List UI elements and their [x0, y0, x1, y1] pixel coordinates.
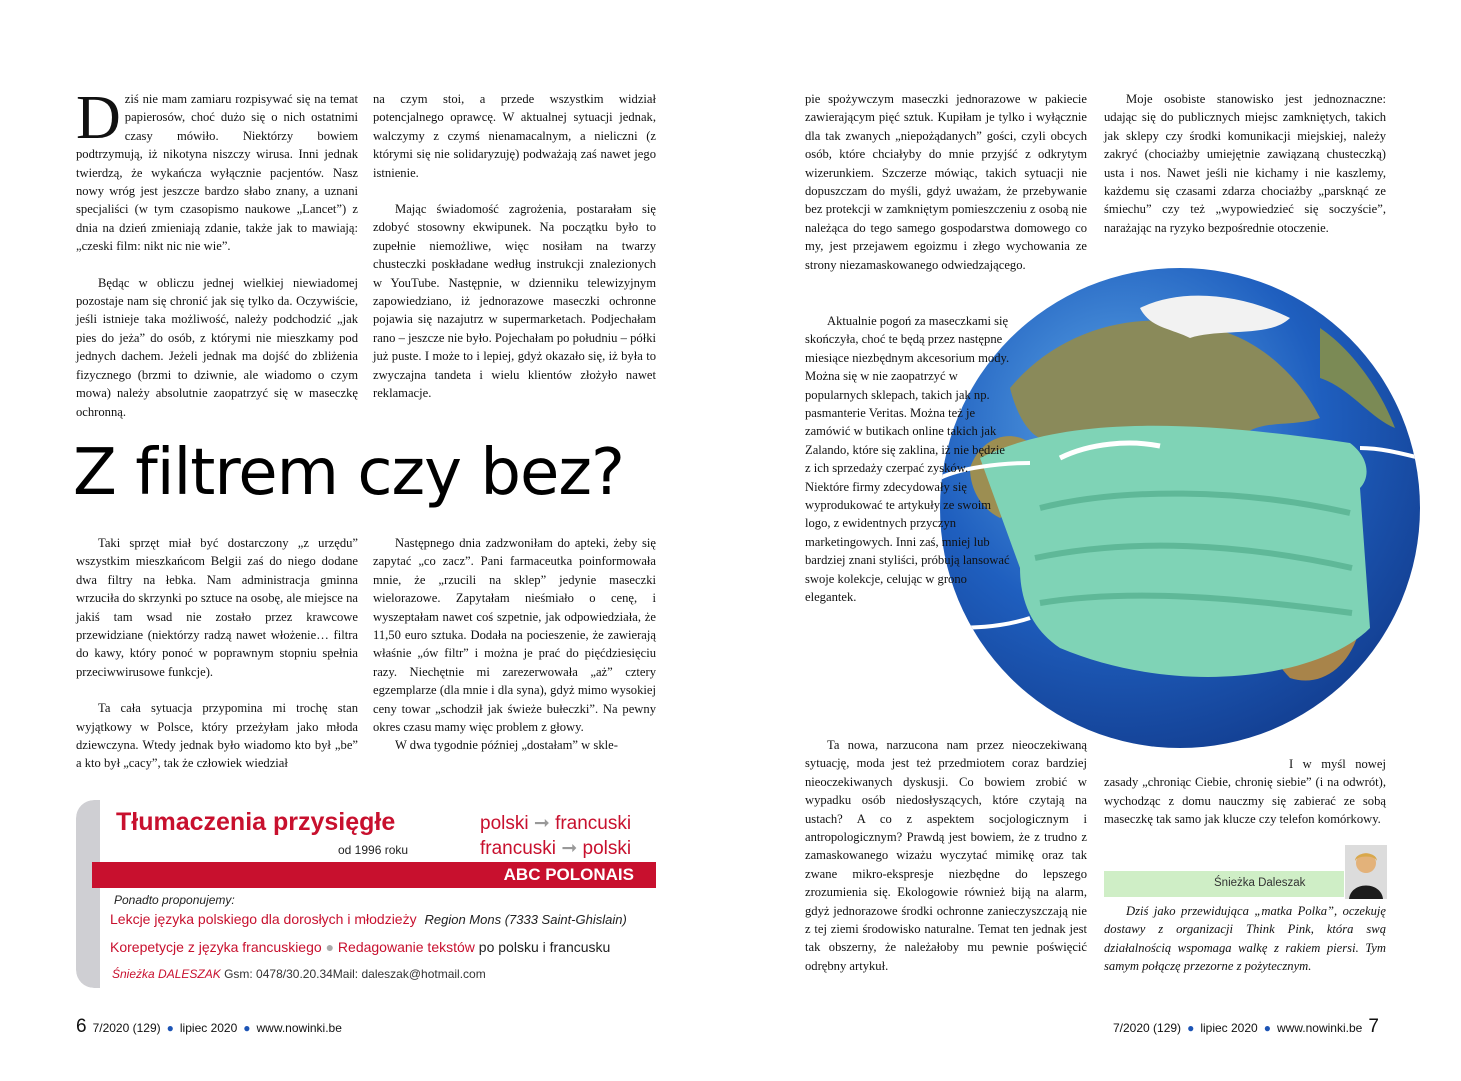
paragraph: pie spożywczym maseczki jednorazowe w pakiecie zawierającym pięć sztuk. Kupiłam je tylko i wyłącznie dla tak zwanych „niepożądanych” gości, czyli obcych osób, które chciałyby do mnie przyjść z odkrytym wizerunkiem. Szczerze mówiąc, takich sytuacji nie dopuszczam do myśli, gdyż uważam, że przebywanie bez protekcji w zamkniętym pomieszczeniu z osobą nie należąca do tego samego gospodarstwa domowego co my, jest przejawem egoizmu i złego wychowania ze strony niezamaskowanego odwiedzającego. — [805, 92, 1087, 272]
globe-mask-illustration — [940, 268, 1420, 748]
paragraph: Ta nowa, narzucona nam przez nieoczekiwaną sytuację, moda jest też przedmiotem coraz bardziej nieoczekiwanych dyskusji. Co bowiem zrobić w wypadku osób niedosłyszących, które czytają na ustach? A co z aspektem socjologicznym i antropologicznym? Prawdą jest bowiem, że z trudno z zamaskowanego wizażu wyczytać mimikę oraz tak zwane mikro-ekspresje niezbędne do lepszego zrozumienia się. Ekologowie również biją na alarm, gdyż jednorazowe środki ochronne zanieczyszczają nie z tej ziemi środowisko naturalne. Temat ten jednak jest tak obszerny, że należałoby mu pewnie poświęcić odrębny artykuł. — [805, 738, 1087, 973]
bullet-icon: ● — [243, 1021, 251, 1035]
paragraph: na czym stoi, a przede wszystkim widział potencjalnego oprawcę. W aktualnej sytuacji jednak, walczymy z czymś nienamacalnym, a nieliczni (z którymi się nie solidaryzuję) podważają zaś nawet jego istnienie. — [373, 92, 656, 180]
ad-also: Ponadto proponujemy: — [114, 893, 235, 907]
bullet-icon: ● — [1263, 1021, 1271, 1035]
issue: 7/2020 (129) — [1113, 1021, 1182, 1035]
column-5-wrap — [805, 312, 1012, 607]
author-avatar — [1345, 845, 1387, 899]
page-number: 7 — [1368, 1016, 1379, 1037]
ad-contact: Śnieżka DALESZAK Gsm: 0478/30.20.34Mail: daleszak@hotmail.com — [112, 967, 486, 981]
paragraph: W dwa tygodnie później „dostałam” w skle- — [395, 738, 618, 753]
footer-right — [1113, 1016, 1379, 1038]
paragraph: Będąc w obliczu jednej wielkiej niewiadomej pozostaje nam się chronić jak się tylko da. Oczywiście, jeśli istnieje taka możliwość, należy podchodzić „jak pies do jeża” do osób, z którymi nie mieszkamy pod jednych dachem. Jeżeli jednak ma dojść do zbliżenia fizycznego (brzmi to dziwnie, ale wiadomo o czym mowa) należy absolutnie zaopatrzyć się w maseczkę ochronną. — [76, 275, 358, 419]
site-link[interactable]: www.nowinki.be — [1276, 1021, 1363, 1035]
paragraph: Moje osobiste stanowisko jest jednoznaczne: udając się do publicznych miejsc zamkniętych, takich jak sklepy czy środki komunikacji miejskiej, należy zakryć (chociażby umiejętnie zawiązaną chusteczką) usta i nos. Nawet jeśli nie kichamy i nie kaszlemy, każdemu się czasami zdarza chociażby „parsknąć ze śmiechu” czy też „wypowiedzieć się soczyście”, narażając na ryzyko bezpośrednie otoczenie. — [1104, 92, 1386, 235]
ad-red-band — [92, 862, 656, 888]
bullet-icon: ● — [1187, 1021, 1195, 1035]
author-bio: Dziś jako przewidująca „matka Polka”, oczekuję dostawy z organizacji Think Pink, która swą działalnością wspomaga walkę z rakiem piersi. Tym samym połączę przezorne z pożytecznym. — [1104, 904, 1386, 974]
arrow-right-icon: ➞ — [533, 813, 550, 834]
column-6-bottom — [1104, 755, 1386, 829]
month: lipiec 2020 — [1200, 1021, 1258, 1035]
ad-title: Tłumaczenia przysięgłe — [116, 808, 396, 836]
author-photo-icon — [1345, 845, 1387, 899]
column-2 — [373, 90, 656, 403]
paragraph: Dziś nie mam zamiaru rozpisywać się na temat papierosów, choć dużo się o nich ostatnimi czasy mówiło. Niektórzy bowiem podtrzymują, iż nikotyna niszczy wirusa. Inni jednak twierdzą, że wykańcza wyłącznie pacjentów. Nasz nowy wróg jest jeszcze bardzo słabo znany, a uznani specjaliści (w tym czasopismo naukowe „Lancet”) z dnia na dzień zmieniają zdanie, także jak to mawiają: „czeski film: nikt nic nie wie”. — [76, 84, 358, 254]
column-1 — [76, 84, 358, 421]
paragraph: Taki sprzęt miał być dostarczony „z urzędu” wszystkim mieszkańcom Belgii zaś do niego dodane dwa filtry na łebka. Nam administracja gminna wrzuciła do skrzynki po sztuce na osobę, ale miejsce na jakiś tam wsad nie zostało przez krawcowe przewidziane (niektórzy radzą nawet włożenie… filtra do kawy, który ponoć w poprawnym stopniu spełnia przeciwwirusowe funkcje). — [76, 536, 358, 679]
month: lipiec 2020 — [179, 1021, 238, 1035]
paragraph: Mając świadomość zagrożenia, postarałam się zdobyć stosowny ekwipunek. Na początku było to zupełnie niemożliwe, więc nosiłam na twarzy chusteczki poskładane według instrukcji znalezionych w YouTube. Następnie, w dzienniku telewizyjnym zapowiedziano, iż jednorazowe maseczki ochronne pojawia się nazajutrz w supermarketach. Podjechałam rano – jeszcze nie było. Pojechałam po południu – półki już puste. I może to i lepiej, gdyż okazało się, iż była to zwyczajna tandeta i wielu klientów złożyło nawet reklamacje. — [373, 202, 656, 401]
site-link[interactable]: www.nowinki.be — [256, 1021, 342, 1035]
paragraph: Ta cała sytuacja przypomina mi trochę stan wyjątkowy w Polsce, który przeżyłam jako młoda dziewczyna. Wtedy jednak było wiadomo kto był „be” a kto był „cacy”, tak że człowiek wiedział — [76, 701, 358, 771]
author-name: Śnieżka Daleszak — [1214, 877, 1306, 889]
column-5-top — [805, 90, 1087, 274]
bullet-icon: ● — [166, 1021, 174, 1035]
ad-service-1: Lekcje języka polskiego dla dorosłych i młodzieży Region Mons (7333 Saint-Ghislain) — [110, 911, 627, 927]
column-6-top — [1104, 90, 1386, 237]
page-number: 6 — [76, 1016, 87, 1037]
ad-since: od 1996 roku — [338, 843, 409, 857]
ad-side-bar — [76, 800, 100, 988]
paragraph: Następnego dnia zadzwoniłam do apteki, żeby się zapytać „co zacz”. Pani farmaceutka poinformowała mnie, że „rzucili na sklep” jedynie maseczki wielorazowe. Zapytałam nieśmiało o cenę, i wyszeptałam nawet coś szpetnie, jak odpowiedziała, że 11,50 euro sztuka. Dodała na pocieszenie, że zawierają właśnie „ów filtr” i można je prać do pięćdziesięciu razy. Niechętnie mi zarezerwowała „aż” cztery egzemplarze (dla mnie i dla syna), gdyż mimo wysokiej ceny towar „schodził jak świeże bułeczki”. Na pewny okres czasu mamy więc problem z głowy. — [373, 536, 656, 735]
column-4 — [373, 534, 656, 755]
ad-company: ABC POLONAIS — [503, 865, 634, 884]
ad-service-2: Korepetycje z języka francuskiego ● Redagowanie tekstów po polsku i francusku — [110, 939, 611, 955]
ad-lang-pair-1: polski ➞ francuski — [480, 813, 632, 834]
paragraph: I w myśl nowej zasady „chroniąc Ciebie, chronię siebie” (i na odwrót), wychodząc z domu nauczmy się zabierać ze sobą maseczkę tak samo jak klucze czy telefon komórkowy. — [1104, 757, 1386, 827]
ad-lang-pair-2: francuski ➞ polski — [480, 838, 632, 859]
issue: 7/2020 (129) — [92, 1021, 161, 1035]
paragraph: Aktualnie pogoń za maseczkami się skończyła, choć te będą przez następne miesiące niezbędnym akcesorium mody. Można się w nie zaopatrzyć w popularnych sklepach, takich jak np. pasmanterie Veritas. Można też je zamówić w butikach online takich jak Zalando, które się zaklina, iż nie będzie z ich sprzedaży czerpać zysków. Niektóre firmy zdecydowały się wyprodukować te artykuły ze swoim logo, z ewidentnych przyczyn marketingowych. Inni zaś, mniej lub bardziej znani styliści, próbują lansować swoje kolekcje, celując w grono elegantek. — [805, 314, 1010, 605]
bullet-icon: ● — [325, 939, 335, 955]
arrow-right-icon: ➞ — [561, 838, 578, 859]
footer-left — [76, 1016, 342, 1038]
globe-with-mask-image — [940, 268, 1420, 748]
column-5-bottom — [805, 736, 1087, 975]
drop-cap: D — [76, 84, 121, 152]
article-headline: Z filtrem czy bez? — [73, 436, 624, 510]
column-3 — [76, 534, 358, 773]
translation-ad — [76, 800, 656, 988]
